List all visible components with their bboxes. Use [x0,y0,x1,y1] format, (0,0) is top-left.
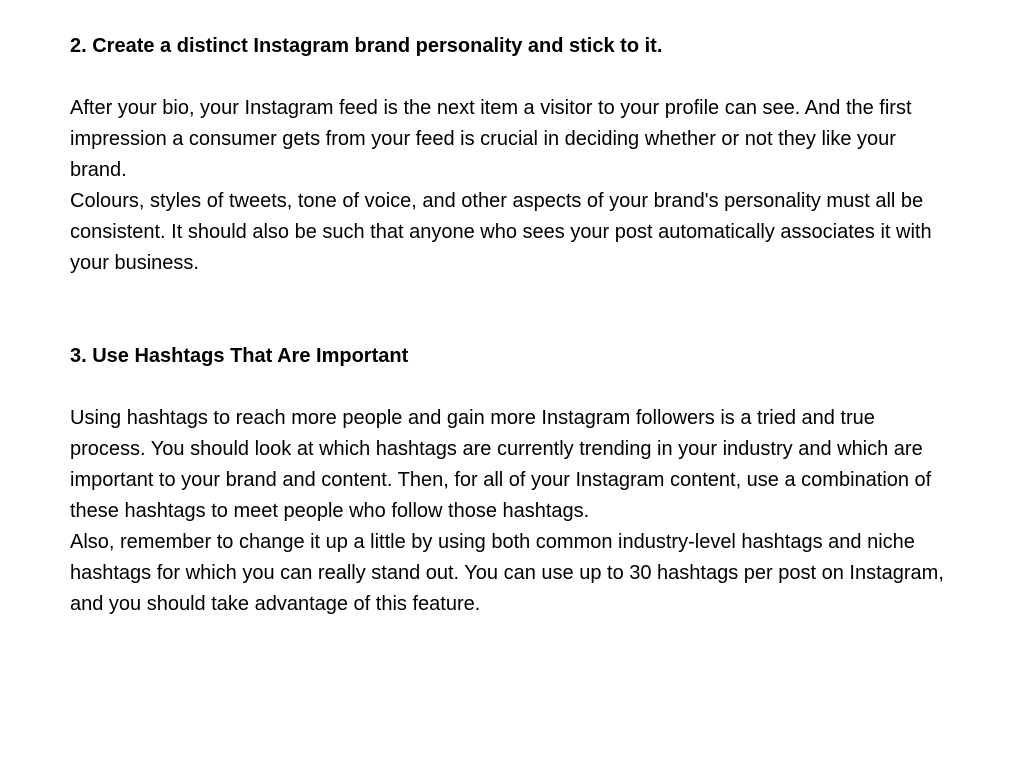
section-paragraph: After your bio, your Instagram feed is the next item a visitor to your profile can see. And the first impression a consumer gets from your feed is crucial in deciding whether or not they like your brand. [70,97,912,181]
section-paragraph: Also, remember to change it up a little by using both common industry-level hashtags and niche hashtags for which you can really stand out. You can use up to 30 hashtags per post on Instagram, and you should take advantage of this feature. [70,531,944,615]
section-hashtags [70,341,954,620]
section-heading: 3. Use Hashtags That Are Important [70,345,409,367]
spacer [70,279,954,310]
spacer [70,62,954,93]
section-heading: 2. Create a distinct Instagram brand personality and stick to it. [70,35,663,57]
section-brand-personality [70,31,954,279]
section-paragraph: Colours, styles of tweets, tone of voice, and other aspects of your brand's personality must all be consistent. It should also be such that anyone who sees your post automatically associates it with your business. [70,190,932,274]
section-paragraph: Using hashtags to reach more people and gain more Instagram followers is a tried and true process. You should look at which hashtags are currently trending in your industry and which are important to your brand and content. Then, for all of your Instagram content, use a combination of these hashtags to meet people who follow those hashtags. [70,407,932,522]
spacer [70,372,954,403]
